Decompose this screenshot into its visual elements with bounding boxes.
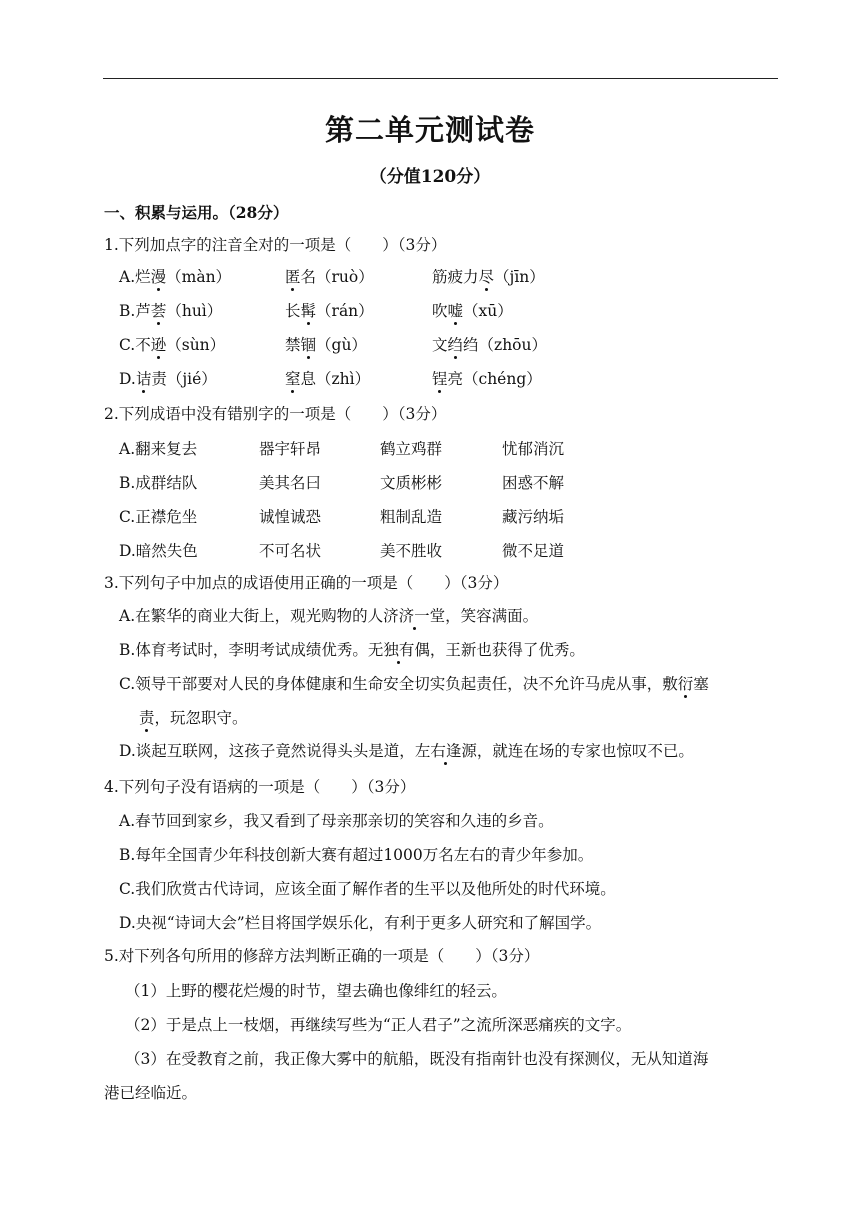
q2-option-c: C.正襟危坐 诚惶诚恐 粗制乱造 藏污纳垢 <box>119 508 565 526</box>
q4-option-a: A.春节回到家乡，我又看到了母亲那亲切的笑容和久违的乡音。 <box>119 812 554 830</box>
question-4-stem: 4.下列句子没有语病的一项是（ ）（3分） <box>104 778 416 796</box>
header-rule <box>103 78 778 79</box>
q2-option-d: D.暗然失色 不可名状 美不胜收 微不足道 <box>119 542 565 560</box>
q3-option-b: B.体育考试时，李明考试成绩优秀。无独有偶，王新也获得了优秀。 <box>119 641 585 659</box>
q2-option-a: A.翻来复去 器宇轩昂 鹤立鸡群 忧郁消沉 <box>119 440 565 458</box>
q5-sentence-1: （1）上野的樱花烂熳的时节，望去确也像绯红的轻云。 <box>125 982 507 1000</box>
q3-option-c: C.领导干部要对人民的身体健康和生命安全切实负起责任，决不允许马虎从事，敷衍塞 <box>119 675 709 693</box>
dotted-idiom: 济济一堂 <box>383 607 446 625</box>
page-title: 第二单元测试卷 <box>324 113 535 147</box>
question-3-stem: 3.下列句子中加点的成语使用正确的一项是（ ）（3分） <box>104 574 509 592</box>
q5-sentence-2: （2）于是点上一枝烟，再继续写些为“正人君子”之流所深恶痛疾的文字。 <box>125 1016 632 1034</box>
q5-sentence-3-cont: 港已经临近。 <box>104 1084 198 1102</box>
question-1-stem: 1.下列加点字的注音全对的一项是（ ）（3分） <box>104 236 447 254</box>
q3-option-c-cont: 责，玩忽职守。 <box>139 709 248 727</box>
q1-option-d: D.诘责（jié） 窒息（zhì） 锃亮（chéng） <box>119 370 542 388</box>
question-2-stem: 2.下列成语中没有错别字的一项是（ ）（3分） <box>104 405 447 423</box>
q5-sentence-3: （3）在受教育之前，我正像大雾中的航船，既没有指南针也没有探测仪，无从知道海 <box>125 1050 709 1068</box>
page-subtitle: （分值120分） <box>369 167 491 187</box>
dotted-idiom: 左右逢源 <box>414 742 477 760</box>
q2-option-b: B.成群结队 美其名曰 文质彬彬 困惑不解 <box>119 474 565 492</box>
q1-option-a: A.烂漫（màn） 匿名（ruò） 筋疲力尽（jīn） <box>119 268 545 286</box>
q4-option-c: C.我们欣赏古代诗词，应该全面了解作者的生平以及他所处的时代环境。 <box>119 880 616 898</box>
q1-option-b: B.芦荟（huì） 长髯（rán） 吹嘘（xū） <box>119 302 513 320</box>
q1-option-c: C.不逊（sùn） 禁锢（gù） 文绉绉（zhōu） <box>119 336 547 354</box>
question-5-stem: 5.对下列各句所用的修辞方法判断正确的一项是（ ）（3分） <box>104 947 540 965</box>
dotted-idiom: 敷衍塞 <box>662 675 709 693</box>
q3-option-a: A.在繁华的商业大街上，观光购物的人济济一堂，笑容满面。 <box>119 607 539 625</box>
q4-option-d: D.央视“诗词大会”栏目将国学娱乐化，有利于更多人研究和了解国学。 <box>119 914 602 932</box>
q3-option-d: D.谈起互联网，这孩子竟然说得头头是道，左右逢源，就连在场的专家也惊叹不已。 <box>119 742 694 760</box>
dotted-idiom: 无独有偶 <box>367 641 430 659</box>
section-heading: 一、积累与运用。（28分） <box>104 203 289 222</box>
q4-option-b: B.每年全国青少年科技创新大赛有超过1000万名左右的青少年参加。 <box>119 846 594 864</box>
